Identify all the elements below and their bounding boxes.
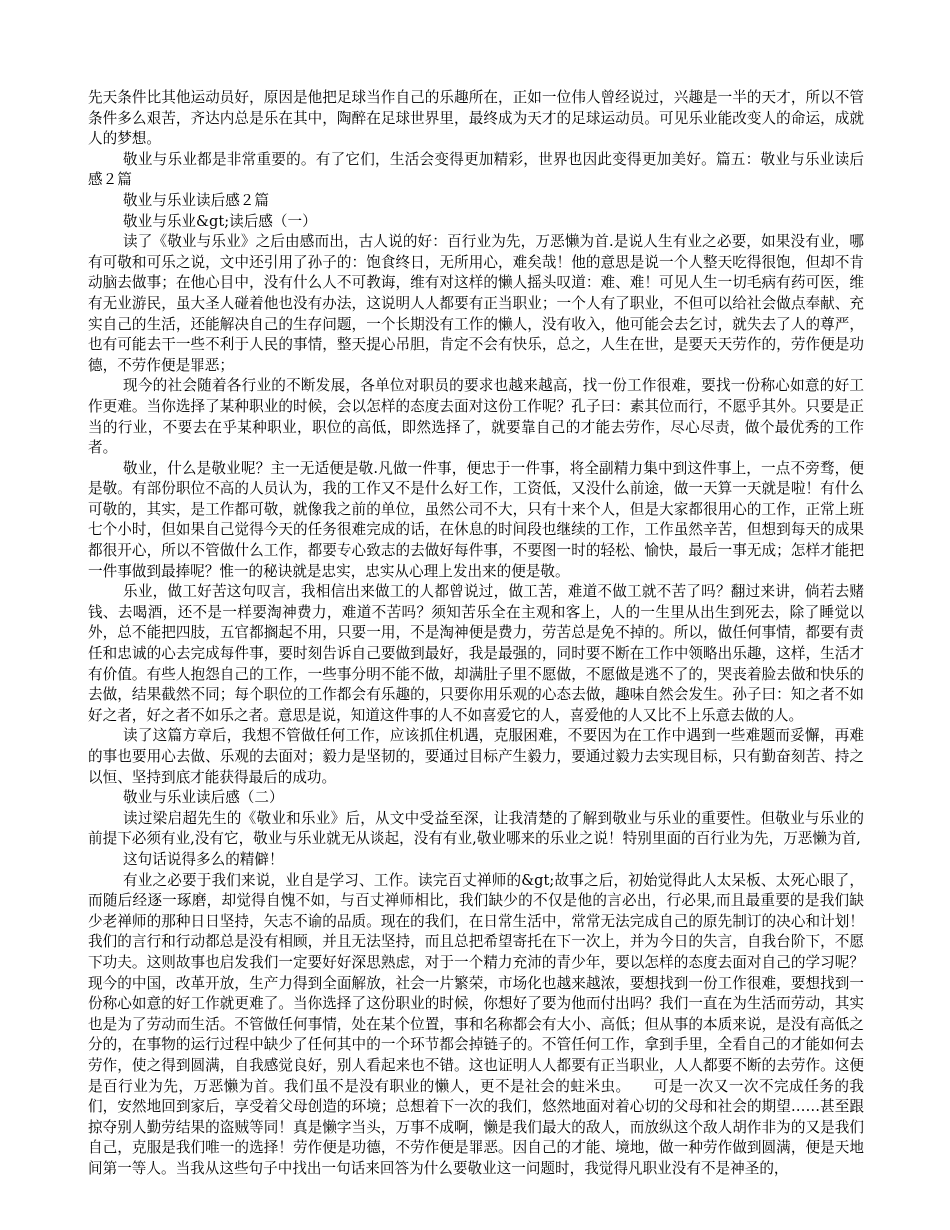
section-heading-two-essays: 敬业与乐业读后感２篇 — [123, 191, 269, 209]
paragraph-essay-two-intro: 读过梁启超先生的《敬业和乐业》后，从文中受益至深，让我清楚的了解到敬业与乐业的重要性。但敬业与乐业的前提下必须有业,没有它，敬业与乐业就无从谈起，没有有业,敬业哪来的乐业之说！特别里面的百行业为先，万恶懒为首, — [88, 809, 864, 848]
document-page — [88, 88, 864, 1179]
section-heading-essay-one: 敬业与乐业&gt;读后感（一） — [123, 212, 317, 230]
paragraph-essay-two-body: 有业之必要于我们来说，业自是学习、工作。读完百丈禅师的&gt;故事之后，初始觉得此人太呆板、太死心眼了，而随后经逐一琢磨，却觉得自愧不如，与百丈禅师相比，我们缺少的不仅是他的言必出，行必果,而且最重要的是我们缺少老禅师的那种日日坚持，矢志不谕的品质。现在的我们，在日常生活中，常常无法完成自己的原先制订的决心和计划！我们的言行和行动都总是没有相顾，并且无法坚持，而且总把希望寄托在下一次上，并为今日的失言，自我台阶下，不愿下功夫。这则故事也启发我们一定要好好深思熟虑，对于一个精力充沛的青少年，要以怎样的态度去面对自己的学习呢？现今的中国，改革开放，生产力得到全面解放，社会一片繁荣，市场化也越来越浓，要想找到一份工作很难，要想找到一份称心如意的好工作就更难了。当你选择了这份职业的时候，你想好了要为他而付出吗？我们一直在为生活而劳动，其实也是为了劳动而生活。不管做任何事情，处在某个位置，事和名称都会有大小、高低；但从事的本质来说，是没有高低之分的，在事物的运行过程中缺少了任何其中的一个环节都会掉链子的。不管任何工作，拿到手里，全看自己的才能如何去劳作，使之得到圆满，自我感觉良好，别人看起来也不错。这也证明人人都要有正当职业，人人都要不断的去劳作。这便是百行业为先，万恶懒为首。我们虽不是没有职业的懒人，更不是社会的蛀米虫。 可是一次又一次不完成任务的我们，安然地回到家后，享受着父母创造的环境；总想着下一次的我们，悠然地面对着心切的父母和社会的期望……甚至跟掠夺别人勤劳结果的盗贼等同！真是懒字当头，万事不成啊，懒是我们最大的敌人，而放纵这个敌人胡作非为的又是我们自己，克服是我们唯一的选择！劳作便是功德，不劳作便是罪恶。因自己的才能、境地，做一种劳作做到圆满，便是天地间第一等人。当我从这些句子中找出一句话来回答为什么要敬业这一问题时，我觉得凡职业没有不是神圣的， — [88, 871, 864, 1177]
paragraph-essay-one-society: 现今的社会随着各行业的不断发展，各单位对职员的要求也越来越高，找一份工作很难，要找一份称心如意的好工作更难。当你选择了某种职业的时候，会以怎样的态度去面对这份工作呢？孔子曰：素其位而行，不愿乎其外。只要是正当的行业，不要去在乎某种职业，职位的高低，即然选择了，就要靠自己的才能去劳作，尽心尽责，做个最优秀的工作者。 — [88, 377, 864, 457]
section-heading-essay-two: 敬业与乐业读后感（二） — [123, 789, 284, 807]
paragraph-conclusion: 敬业与乐业都是非常重要的。有了它们，生活会变得更加精彩，世界也因此变得更加美好。篇五：敬业与乐业读后感２篇 — [88, 150, 864, 189]
paragraph-essay-one-enjoyment: 乐业，做工好苦这句叹言，我相信出来做工的人都曾说过，做工苦，难道不做工就不苦了吗？翻过来讲，倘若去赌钱、去喝酒，还不是一样要淘神费力，难道不苦吗？须知苦乐全在主观和客上，人的一生里从出生到死去，除了睡觉以外，总不能把四肢，五官都搁起不用，只要一用，不是淘神便是费力，劳苦总是免不掉的。所以，做任何事情，都要有责任和忠诚的心去完成每件事，要时刻告诉自己要做到最好，我是最强的，同时要不断在工作中领略出乐趣，这样，生活才有价值。有些人抱怨自己的工作，一些事分明不能不做，却满肚子里不愿做，不愿做是逃不了的，哭丧着脸去做和快乐的去做，结果截然不同；每个职位的工作都会有乐趣的，只要你用乐观的心态去做，趣味自然会发生。孙子曰：知之者不如好之者，好之者不如乐之者。意思是说，知道这件事的人不如喜爱它的人，喜爱他的人又比不上乐意去做的人。 — [88, 583, 864, 724]
paragraph-essay-one-dedication: 敬业，什么是敬业呢？主一无适便是敬.凡做一件事，便忠于一件事，将全副精力集中到这件事上，一点不旁骛，便是敬。有部份职位不高的人员认为，我的工作又不是什么好工作，工资低，又没什么前途，做一天算一天就是啦！有什么可敬的，其实，是工作都可敬，就像我之前的单位，虽然公司不大，只有十来个人，但是大家都很用心的工作，正常上班七个小时，但如果自己觉得今天的任务很难完成的话，在休息的时间段也继续的工作，工作虽然辛苦，但想到每天的成果都很开心，所以不管做什么工作，都要专心致志的去做好每件事，不要图一时的轻松、愉快，最后一事无成；怎样才能把一件事做到最捧呢？惟一的秘诀就是忠实，忠实从心理上发出来的便是敬。 — [88, 459, 864, 580]
paragraph-essay-one-closing: 读了这篇方章后，我想不管做任何工作，应该抓住机遇，克服困难，不要因为在工作中遇到一些难题而妥懈，再难的事也要用心去做、乐观的去面对；毅力是坚韧的，要通过目标产生毅力，要通过毅力去实现目标，只有勤奋刻苦、持之以恒、坚持到底才能获得最后的成功。 — [88, 727, 864, 786]
paragraph-essay-one-intro: 读了《敬业与乐业》之后由感而出，古人说的好：百行业为先，万恶懒为首.是说人生有业之必要，如果没有业，哪有可敬和可乐之说，文中还引用了孙子的：饱食终日，无所用心，难矣哉！他的意思是说一个人整天吃得很饱，但却不肯动脑去做事；在他心目中，没有什么人不可教诲，维有对这样的懒人摇头叹道：难、难！可见人生一切毛病有药可医，维有无业游民，虽大圣人碰着他也没有办法，这说明人人都要有正当职业；一个人有了职业，不但可以给社会做点奉献、充实自己的生活，还能解决自己的生存问题，一个长期没有工作的懒人，没有收入，他可能会去乞讨，就失去了人的尊严，也有可能去干一些不利于人民的事情，整天提心吊胆，肯定不会有快乐，总之，人生在世，是要天天劳作的，劳作便是功德，不劳作便是罪恶； — [88, 233, 864, 374]
paragraph-zidane-continuation: 先天条件比其他运动员好，原因是他把足球当作自己的乐趣所在，正如一位伟人曾经说过，兴趣是一半的天才，所以不管条件多么艰苦，齐达内总是乐在其中，陶醉在足球世界里，最终成为天才的足球运动员。可见乐业能改变人的命运，成就人的梦想。 — [88, 89, 864, 148]
paragraph-essay-two-quote: 这句话说得多么的精僻！ — [123, 850, 284, 868]
